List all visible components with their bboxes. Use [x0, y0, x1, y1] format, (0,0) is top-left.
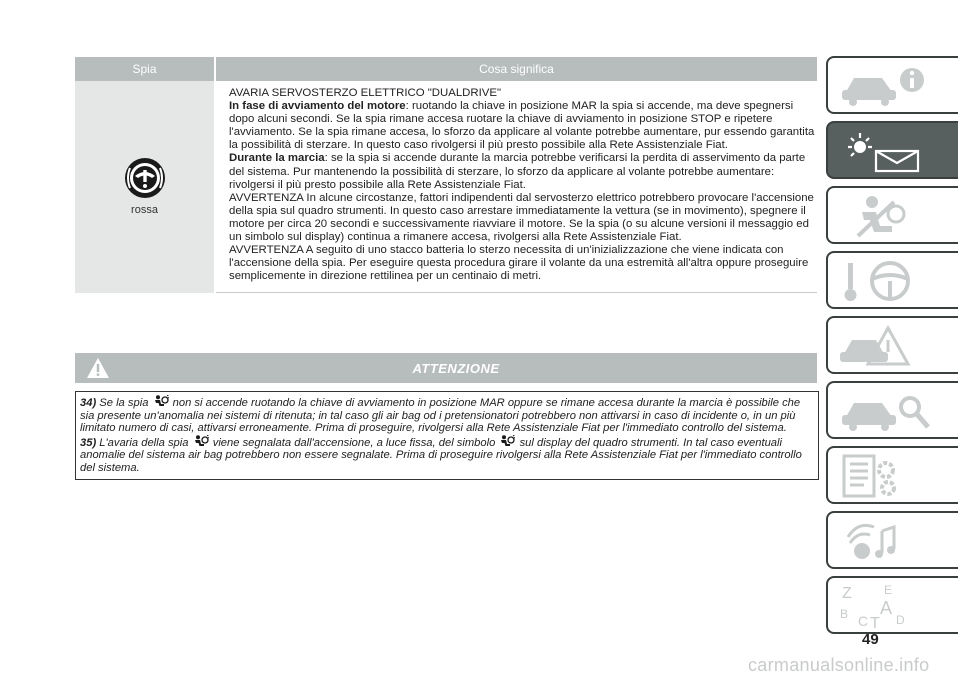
- note-34: 34) Se la spia non si accende ruotando la chiave di avviamento in posizione MAR oppure se rimane accesa durante la marcia è possibile che sia presente un'anomalia nei sistemi di ritenuta; in tal caso gli air bag od i pretensionatori potrebbero non attivarsi in caso di incidente o, in un più limitato numero di casi, attivarsi erroneamente. Prima di proseguire, rivolgersi alla Rete Assistenziale Fiat per l'immediato controllo del sistema.: [80, 397, 801, 435]
- lamp-description: [215, 81, 817, 293]
- airbag-warning-icon: [153, 395, 169, 408]
- svg-text:A: A: [880, 598, 893, 618]
- warning-lights-table: [75, 57, 817, 293]
- warning-lights-message-icon: [836, 127, 946, 175]
- tab-warning-lights[interactable]: [826, 121, 958, 179]
- page-number: 49: [862, 631, 879, 648]
- lamp-cell: [75, 81, 215, 293]
- index-icon: [836, 582, 946, 630]
- svg-text:C: C: [858, 613, 869, 629]
- car-emergency-icon: [836, 322, 946, 370]
- key-steering-wheel-icon: [836, 257, 946, 305]
- column-header-meaning: Cosa significa: [215, 57, 817, 81]
- description-warning-1: AVVERTENZA In alcune circostanze, fattori indipendenti dal servosterzo elettrico potrebbero provocare l'accensione della spia sul quadro strumenti. In questo caso arrestare immediatamente la vettura (se in movimento), spegnere il motore per circa 20 secondi e successivamente riavviare il motore. Se la spia (o su alcune versioni il messaggio ed un simbolo sul display) continua a rimanere accesa, rivolgersi alla Rete Assistenziale Fiat.: [229, 191, 814, 244]
- lamp-color-label: rossa: [131, 204, 158, 217]
- power-steering-warning-icon: [123, 156, 167, 200]
- description-title: AVARIA SERVOSTERZO ELETTRICO "DUALDRIVE": [229, 87, 502, 99]
- seat-airbag-icon: [836, 192, 946, 240]
- warning-triangle-icon: [86, 357, 110, 379]
- tab-safety[interactable]: [826, 186, 958, 244]
- car-maintenance-icon: [836, 387, 946, 435]
- attention-box: [75, 391, 819, 480]
- watermark: carmanualsonline.info: [748, 655, 930, 675]
- description-engine-start: In fase di avviamento del motore: ruotando la chiave in posizione MAR la spia si accende, ma deve spegnersi dopo alcuni secondi. Se la spia rimane accesa ruotare la chiave di avviamento in posizione STOP e ripetere l'avviamento. Se la spia rimane accesa, lo sforzo da applicare al volante potrebbe aumentare, pur essendo garantita la possibilità di sterzare. In questo caso rivolgersi il più presto possibile alla Rete Assistenziale Fiat.: [229, 100, 815, 152]
- svg-text:B: B: [840, 607, 849, 621]
- tab-emergency[interactable]: [826, 316, 958, 374]
- airbag-warning-icon: [499, 435, 515, 448]
- tab-technical-data[interactable]: [826, 446, 958, 504]
- attention-header: [75, 353, 817, 383]
- tab-maintenance[interactable]: [826, 381, 958, 439]
- tab-car-info[interactable]: [826, 56, 958, 114]
- description-while-driving: Durante la marcia: se la spia si accende durante la marcia potrebbe verificarsi la perdita di asservimento da parte del sistema. Pur mantenendo la possibilità di sterzare, lo sforzo da applicare al volante potrebbe aumentare: rivolgersi il più presto possibile alla Rete Assistenziale Fiat.: [229, 152, 806, 191]
- tab-index[interactable]: [826, 576, 958, 634]
- svg-text:Z: Z: [842, 585, 852, 602]
- svg-text:T: T: [870, 615, 880, 630]
- tab-starting-driving[interactable]: [826, 251, 958, 309]
- car-info-icon: [836, 62, 946, 110]
- column-header-lamp: Spia: [75, 57, 215, 81]
- table-row: [75, 81, 817, 293]
- svg-text:D: D: [896, 613, 905, 627]
- attention-title: ATTENZIONE: [412, 360, 500, 376]
- airbag-warning-icon: [193, 435, 209, 448]
- svg-text:E: E: [884, 583, 893, 597]
- tab-multimedia[interactable]: [826, 511, 958, 569]
- technical-data-icon: [836, 452, 946, 500]
- note-35: 35) L'avaria della spia viene segnalata dall'accensione, a luce fissa, del simbolo sul display del quadro strumenti. In tal caso eventuali anomalie del sistema air bag potrebbero non essere segnalate. Prima di proseguire rivolgersi alla Rete Assistenziale Fiat per l'immediato controllo del sistema.: [80, 436, 802, 474]
- description-warning-2: AVVERTENZA A seguito di uno stacco batteria lo sterzo necessita di un'inizializzazione che viene indicata con l'accensione della spia. Per eseguire questa procedura girare il volante da una estremità all'altra oppure proseguire semplicemente in direzione rettilinea per un centinaio di metri.: [229, 244, 809, 283]
- multimedia-icon: [836, 517, 946, 565]
